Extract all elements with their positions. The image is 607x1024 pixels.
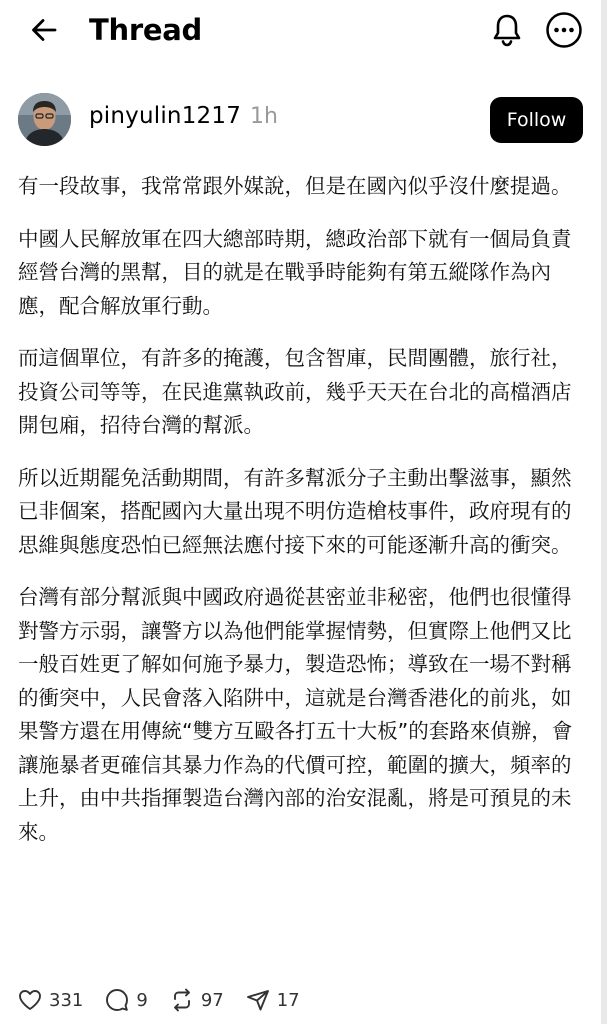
arrow-left-icon	[29, 15, 59, 45]
window-edge	[601, 0, 607, 1024]
more-options-button[interactable]	[545, 11, 583, 49]
reply-button[interactable]	[105, 988, 147, 1012]
author-avatar[interactable]	[18, 93, 71, 146]
top-bar	[0, 0, 601, 62]
post-timestamp: 1h	[250, 104, 278, 129]
like-count: 331	[49, 989, 84, 1011]
notifications-button[interactable]	[488, 11, 526, 49]
repost-count: 97	[200, 989, 224, 1011]
repost-icon	[170, 988, 194, 1012]
comment-icon	[105, 988, 129, 1012]
share-button[interactable]	[246, 988, 300, 1012]
author-username[interactable]: pinyulin1217	[89, 103, 242, 129]
send-icon	[246, 988, 270, 1012]
back-button[interactable]	[26, 12, 62, 48]
post-body	[18, 170, 586, 868]
follow-button[interactable]: Follow	[490, 97, 583, 143]
more-horizontal-icon	[545, 11, 583, 49]
bell-icon	[490, 12, 524, 48]
post-paragraph: 所以近期罷免活動期間，有許多幫派分子主動出擊滋事，顯然已非個案，搭配國內大量出現不明仿造槍枝事件，政府現有的思維與態度恐怕已經無法應付接下來的可能逐漸升高的衝突。	[18, 465, 572, 557]
post-paragraph: 中國人民解放軍在四大總部時期，總政治部下就有一個局負責經營台灣的黑幫，目的就是在戰爭時能夠有第五縱隊作為內應，配合解放軍行動。	[18, 226, 572, 318]
post-actions	[18, 983, 322, 1017]
share-count: 17	[276, 989, 300, 1011]
heart-icon	[18, 989, 42, 1011]
post-paragraph: 有一段故事，我常常跟外媒說，但是在國內似乎沒什麼提過。	[18, 174, 572, 198]
author-line	[89, 103, 278, 137]
post-paragraph: 而這個單位，有許多的掩護，包含智庫，民間團體，旅行社，投資公司等等，在民進黨執政前，幾乎天天在台北的高檔酒店開包廂，招待台灣的幫派。	[18, 346, 572, 437]
like-button[interactable]	[18, 989, 83, 1011]
page-title: Thread	[89, 13, 202, 47]
reply-count: 9	[136, 989, 148, 1011]
post-paragraph: 台灣有部分幫派與中國政府過從甚密並非秘密，他們也很懂得對警方示弱，讓警方以為他們能掌握情勢，但實際上他們又比一般百姓更了解如何施予暴力，製造恐怖；導致在一場不對稱的衝突中，人民會落入陷阱中，這就是台灣香港化的前兆，如果警方還在用傳統“雙方互毆各打五十大板”的套路來偵辦，會讓施暴者更確信其暴力作為的代價可控，範圍的擴大，頻率的上升，由中共指揮製造台灣內部的治安混亂，將是可預見的未來。	[18, 585, 573, 844]
repost-button[interactable]	[170, 988, 224, 1012]
